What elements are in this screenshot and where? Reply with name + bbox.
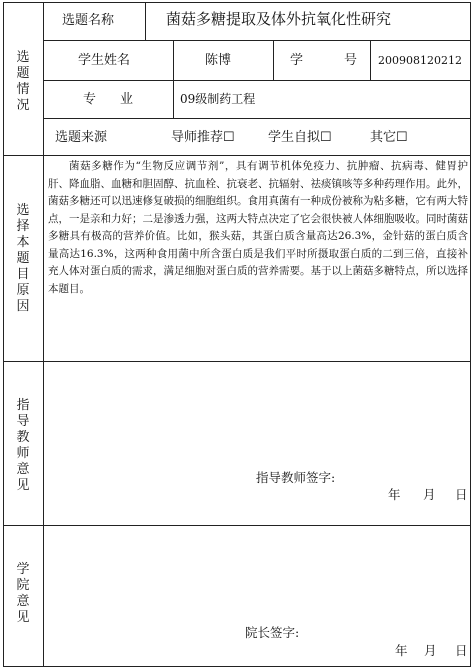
cell-divider-student-2 xyxy=(273,40,274,80)
cell-divider-topic-name xyxy=(145,2,146,40)
major-value: 09级制药工程 xyxy=(180,92,256,106)
student-id-label-char-1: 学 xyxy=(290,53,304,68)
section-divider-reason xyxy=(3,155,471,156)
border-top xyxy=(3,2,471,3)
topic-source-option-other[interactable]: 其它☐ xyxy=(370,130,408,145)
section-divider-advisor xyxy=(3,361,471,362)
border-right xyxy=(470,2,471,666)
topic-name-label: 选题名称 xyxy=(62,13,115,28)
dean-date-year: 年 xyxy=(395,643,408,658)
topic-name-value: 菌菇多糖提取及体外抗氧化性研究 xyxy=(166,10,392,28)
dean-date-day: 日 xyxy=(455,643,468,658)
section-label-college-opinion: 学院意见 xyxy=(16,562,30,625)
row-divider-1 xyxy=(43,40,470,41)
advisor-date-year: 年 xyxy=(388,487,401,502)
reason-text: 菌菇多糖作为“生物反应调节剂”，具有调节机体免疫力、抗肿瘤、抗病毒、健胃护肝、降血脂、血糖和胆固醇、抗血栓、抗衰老、抗辐射、祛痰镇咳等多种药理作用。此外，菌菇多糖还可以迅速修复破损的细胞组织。食用真菌有一种成份被称为粘多糖，它有两大特点，一是亲和力好；二是渗透力强，这两大特点决定了它会很快被人体细胞吸收。同时菌菇多糖具有极高的营养价值。比如，猴头菇，其蛋白质含量高达26.3%，金针菇的蛋白质含量高达16.3%，这两种食用菌中所含蛋白质是我们平时所摄取蛋白质的二到三倍，直接补充人体对蛋白质的需求，满足细胞对蛋白质的营养需要。基于以上菌菇多糖特点，所以选择本题目。 xyxy=(48,160,468,295)
dean-signature-label: 院长签字: xyxy=(245,625,300,640)
cell-divider-major xyxy=(173,80,174,118)
section-label-reason: 选择本题目原因 xyxy=(16,203,30,314)
row-divider-2 xyxy=(43,80,470,81)
student-name-label: 学生姓名 xyxy=(78,53,131,68)
border-left xyxy=(3,2,4,666)
topic-source-option-advisor[interactable]: 导师推荐☐ xyxy=(171,130,235,145)
dean-date-month: 月 xyxy=(424,643,437,658)
topic-source-label: 选题来源 xyxy=(55,130,108,145)
label-column-divider xyxy=(43,2,44,666)
section-divider-college xyxy=(3,525,471,526)
student-name-value: 陈博 xyxy=(205,53,232,68)
advisor-date-day: 日 xyxy=(455,487,468,502)
topic-source-option-self[interactable]: 学生自拟☐ xyxy=(268,130,332,145)
major-label-char-2: 业 xyxy=(120,92,134,107)
row-divider-3 xyxy=(43,118,470,119)
student-id-value: 200908120212 xyxy=(378,54,462,67)
cell-divider-student-1 xyxy=(173,40,174,80)
major-label-char-1: 专 xyxy=(83,92,97,107)
student-id-label-char-2: 号 xyxy=(344,53,358,68)
advisor-date-month: 月 xyxy=(423,487,436,502)
section-label-topic-info: 选题情况 xyxy=(16,50,30,113)
section-label-advisor-opinion: 指导教师意见 xyxy=(16,398,30,493)
cell-divider-student-3 xyxy=(370,40,371,80)
border-bottom xyxy=(3,666,471,667)
advisor-signature-label: 指导教师签字: xyxy=(256,470,336,485)
